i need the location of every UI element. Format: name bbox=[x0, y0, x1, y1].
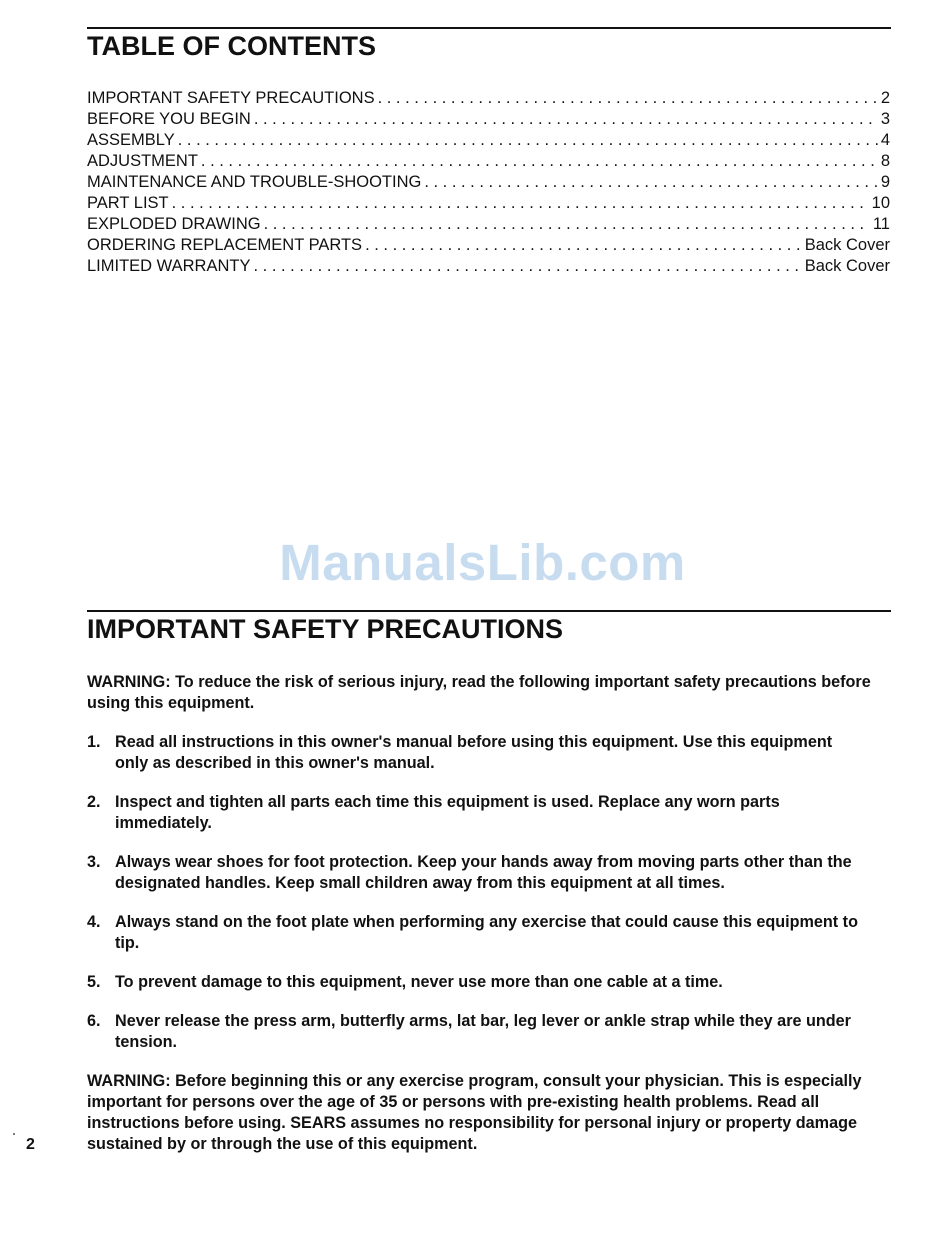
toc-entry[interactable] bbox=[87, 214, 890, 235]
toc-entry-page: Back Cover bbox=[804, 236, 890, 254]
toc-leader-dots bbox=[378, 88, 878, 109]
watermark: ManualsLib.com bbox=[279, 534, 686, 591]
toc-entry-page: 8 bbox=[880, 152, 890, 170]
table-of-contents bbox=[87, 88, 890, 277]
toc-entry-title: PART LIST bbox=[87, 194, 169, 212]
toc-leader-dots bbox=[264, 214, 870, 235]
toc-entry-title: IMPORTANT SAFETY PRECAUTIONS bbox=[87, 89, 375, 107]
item-number: 2. bbox=[87, 793, 101, 811]
toc-entry[interactable] bbox=[87, 172, 890, 193]
toc-entry-title: LIMITED WARRANTY bbox=[87, 257, 251, 275]
list-item bbox=[87, 1011, 890, 1053]
toc-entry[interactable] bbox=[87, 193, 890, 214]
item-text: Never release the press arm, butterfly arms, lat bar, leg lever or ankle strap while they are under tension. bbox=[115, 1012, 851, 1051]
page-number: 2 bbox=[26, 1136, 35, 1153]
safety-closing-warning: WARNING: Before beginning this or any exercise program, consult your physician. This is especially important for persons over the age of 35 or persons with pre-existing health problems. Read all instructions before using. SEARS assumes no responsibility for personal injury or property damage sustained by or through the use of this equipment. bbox=[87, 1072, 862, 1153]
toc-top-rule bbox=[87, 27, 891, 29]
toc-leader-dots bbox=[172, 193, 869, 214]
toc-entry-page: 2 bbox=[880, 89, 890, 107]
toc-entry[interactable] bbox=[87, 235, 890, 256]
list-item bbox=[87, 792, 890, 834]
toc-entry-title: ASSEMBLY bbox=[87, 131, 175, 149]
item-text: Inspect and tighten all parts each time this equipment is used. Replace any worn parts immediately. bbox=[115, 793, 780, 832]
toc-leader-dots bbox=[178, 130, 878, 151]
toc-entry[interactable] bbox=[87, 109, 890, 130]
list-item bbox=[87, 852, 890, 894]
toc-entry[interactable] bbox=[87, 151, 890, 172]
toc-entry[interactable] bbox=[87, 256, 890, 277]
toc-heading: TABLE OF CONTENTS bbox=[87, 31, 376, 61]
item-number: 5. bbox=[87, 973, 101, 991]
toc-entry[interactable] bbox=[87, 130, 890, 151]
toc-leader-dots bbox=[424, 172, 877, 193]
toc-entry-page: 11 bbox=[872, 215, 890, 233]
item-text: Read all instructions in this owner's manual before using this equipment. Use this equipment only as described in this owner's manual. bbox=[115, 733, 833, 772]
toc-entry-page: 9 bbox=[880, 173, 890, 191]
item-text: Always stand on the foot plate when performing any exercise that could cause this equipment to tip. bbox=[115, 913, 858, 952]
item-number: 6. bbox=[87, 1012, 101, 1030]
safety-top-rule bbox=[87, 610, 891, 612]
toc-entry-title: MAINTENANCE AND TROUBLE-SHOOTING bbox=[87, 173, 422, 191]
item-number: 3. bbox=[87, 853, 101, 871]
toc-entry-page: Back Cover bbox=[804, 257, 890, 275]
item-text: Always wear shoes for foot protection. Keep your hands away from moving parts other than the designated handles. Keep small children away from this equipment at all times. bbox=[115, 853, 852, 892]
list-item bbox=[87, 972, 890, 993]
toc-leader-dots bbox=[201, 151, 878, 172]
toc-leader-dots bbox=[254, 109, 878, 130]
scan-speck bbox=[13, 1133, 15, 1135]
toc-entry-page: 4 bbox=[880, 131, 890, 149]
toc-leader-dots bbox=[253, 256, 801, 277]
list-item bbox=[87, 912, 890, 954]
toc-entry-title: BEFORE YOU BEGIN bbox=[87, 110, 251, 128]
item-number: 1. bbox=[87, 733, 101, 751]
list-item bbox=[87, 732, 890, 774]
toc-leader-dots bbox=[365, 235, 802, 256]
item-text: To prevent damage to this equipment, never use more than one cable at a time. bbox=[115, 973, 723, 991]
toc-entry-title: ORDERING REPLACEMENT PARTS bbox=[87, 236, 363, 254]
toc-entry-page: 10 bbox=[871, 194, 890, 212]
item-number: 4. bbox=[87, 913, 101, 931]
safety-intro-warning: WARNING: To reduce the risk of serious injury, read the following important safety precautions before using this equipment. bbox=[87, 673, 871, 712]
safety-heading: IMPORTANT SAFETY PRECAUTIONS bbox=[87, 614, 564, 644]
safety-precautions-list bbox=[87, 732, 890, 1071]
toc-entry-title: ADJUSTMENT bbox=[87, 152, 198, 170]
toc-entry-title: EXPLODED DRAWING bbox=[87, 215, 261, 233]
toc-entry[interactable] bbox=[87, 88, 890, 109]
toc-entry-page: 3 bbox=[880, 110, 890, 128]
